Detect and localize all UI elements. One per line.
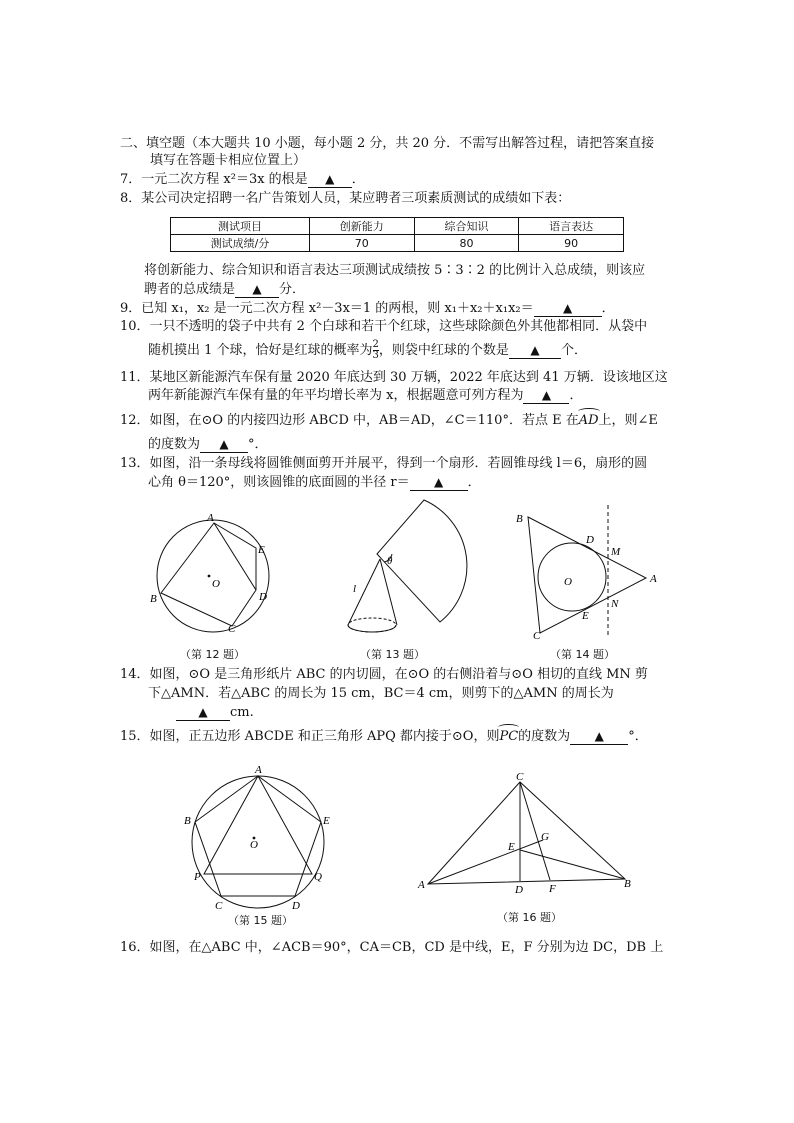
table-header: 综合知识: [414, 218, 519, 235]
fraction: $\frac{2}{3}$: [372, 339, 379, 361]
figure-15-caption: （第 15 题）: [228, 914, 293, 927]
svg-text:B: B: [624, 878, 631, 890]
svg-text:C: C: [533, 630, 541, 642]
table-header: 语言表达: [519, 218, 624, 235]
figure-14: [510, 505, 670, 645]
svg-text:E: E: [508, 841, 515, 853]
table-cell: 90: [519, 235, 624, 252]
svg-text:E: E: [258, 544, 265, 556]
svg-text:θ: θ: [387, 555, 393, 567]
q12-line2: 的度数为 ▲ °．: [148, 437, 268, 452]
svg-text:C: C: [215, 900, 223, 910]
svg-text:M: M: [611, 546, 621, 558]
svg-text:N: N: [611, 598, 619, 610]
q10-line2: 随机摸出 1 个球，恰好是红球的概率为 $\frac{2}{3}$ ，则袋中红球的个数是 ▲ 个．: [148, 339, 587, 361]
svg-text:B: B: [516, 513, 523, 525]
svg-text:D: D: [259, 591, 267, 603]
q11-line1: 11．某地区新能源汽车保有量 2020 年底达到 30 万辆，2022 年底达到 41 万辆．设该地区这: [120, 370, 668, 385]
table-row: [171, 235, 624, 252]
svg-text:P: P: [194, 871, 201, 883]
svg-text:O: O: [564, 576, 572, 588]
q15-answer-blank[interactable]: ▲: [570, 729, 628, 745]
q13-answer-blank[interactable]: ▲: [410, 475, 468, 491]
q10-answer-blank[interactable]: ▲: [509, 343, 561, 359]
section-title-cont: 填写在答题卡相应位置上）: [150, 153, 307, 168]
table-header-row: [171, 218, 624, 235]
figure-16: [410, 770, 640, 896]
question-15: 15．如图，正五边形 ABCDE 和正三角形 APQ 都内接于⊙O，则PC的度数为 ▲ °．: [120, 729, 648, 744]
q8-after-line1: 将创新能力、综合知识和语言表达三项测试成绩按 5∶3∶2 的比例计入总成绩，则该应: [144, 263, 646, 278]
svg-text:O: O: [250, 839, 258, 851]
q11-answer-blank[interactable]: ▲: [523, 388, 569, 404]
svg-text:B: B: [184, 815, 191, 827]
q12-answer-blank[interactable]: ▲: [200, 437, 248, 453]
table-header: 测试项目: [171, 218, 310, 235]
svg-text:A: A: [255, 764, 262, 776]
q12-line1: 12．如图，在⊙O 的内接四边形 ABCD 中，AB＝AD，∠C＝110°．若点 E 在AD上，则∠E: [120, 413, 658, 428]
question-7: 7．一元二次方程 x²＝3x 的根是 ▲ ．: [120, 172, 365, 187]
q13-line2: 心角 θ＝120°，则该圆锥的底面圆的半径 r＝ ▲ ．: [148, 475, 481, 490]
q7-text: 7．一元二次方程 x²＝3x 的根是: [120, 172, 308, 187]
svg-text:A: A: [650, 573, 657, 585]
svg-text:D: D: [515, 884, 523, 896]
svg-text:A: A: [207, 512, 214, 524]
svg-text:l: l: [353, 583, 357, 595]
figure-12: [140, 508, 290, 638]
svg-text:A: A: [418, 879, 425, 891]
table-cell: 70: [309, 235, 414, 252]
q9-answer-blank[interactable]: ▲: [534, 301, 602, 317]
q14-line3: ▲ cm.: [176, 705, 254, 721]
arc-pc: PC: [499, 729, 519, 744]
q8-answer-blank[interactable]: ▲: [235, 282, 279, 298]
figure-15: [180, 760, 340, 910]
svg-text:E: E: [323, 815, 330, 827]
svg-text:C: C: [516, 771, 524, 783]
q11-line2: 两年新能源汽车保有量的年平均增长率为 x，根据题意可列方程为 ▲ ．: [148, 388, 583, 403]
q14-answer-blank[interactable]: ▲: [176, 705, 230, 721]
figure-12-caption: （第 12 题）: [180, 648, 245, 661]
svg-text:F: F: [549, 883, 556, 895]
section-title: 二、填空题（本大题共 10 小题，每小题 2 分，共 20 分．不需写出解答过程，请把答案直接: [120, 136, 655, 151]
table-cell: 测试成绩/分: [171, 235, 310, 252]
q10-line1: 10．一只不透明的袋子中共有 2 个白球和若干个红球，这些球除颜色外其他都相同．从袋中: [120, 319, 648, 334]
figure-16-caption: （第 16 题）: [497, 911, 562, 924]
svg-text:D: D: [586, 534, 594, 546]
svg-text:D: D: [292, 900, 300, 910]
score-table: [170, 217, 624, 252]
q7-answer-blank[interactable]: ▲: [308, 172, 352, 188]
figure-13-caption: （第 13 题）: [360, 648, 425, 661]
q16-text: 16．如图，在△ABC 中，∠ACB＝90°，CA＝CB，CD 是中线，E，F 分别为边 DC，DB 上: [120, 940, 664, 955]
table-cell: 80: [414, 235, 519, 252]
q8-text: 8．某公司决定招聘一名广告策划人员，某应聘者三项素质测试的成绩如下表：: [120, 191, 571, 206]
svg-text:O: O: [212, 578, 220, 590]
q8-after-line2: 聘者的总成绩是 ▲ 分．: [144, 282, 306, 297]
arc-ad: AD: [578, 413, 599, 428]
svg-text:G: G: [541, 831, 549, 843]
q14-line2: 下△AMN．若△ABC 的周长为 15 cm，BC＝4 cm，则剪下的△AMN 的周长为: [148, 686, 614, 701]
figure-14-caption: （第 14 题）: [550, 648, 615, 661]
svg-text:C: C: [228, 623, 236, 635]
svg-text:E: E: [582, 610, 589, 622]
svg-text:Q: Q: [314, 871, 322, 883]
figure-13: [340, 492, 470, 642]
question-9: 9．已知 x₁，x₂ 是一元二次方程 x²－3x＝1 的两根，则 x₁＋x₂＋x₁x₂＝ ▲ ．: [120, 301, 615, 316]
table-header: 创新能力: [309, 218, 414, 235]
q13-line1: 13．如图，沿一条母线将圆锥侧面剪开并展平，得到一个扇形．若圆锥母线 l＝6，扇形的圆: [120, 456, 648, 471]
svg-text:B: B: [150, 593, 157, 605]
q14-line1: 14．如图，⊙O 是三角形纸片 ABC 的内切圆，在⊙O 的右侧沿着与⊙O 相切的直线 MN 剪: [120, 667, 648, 682]
